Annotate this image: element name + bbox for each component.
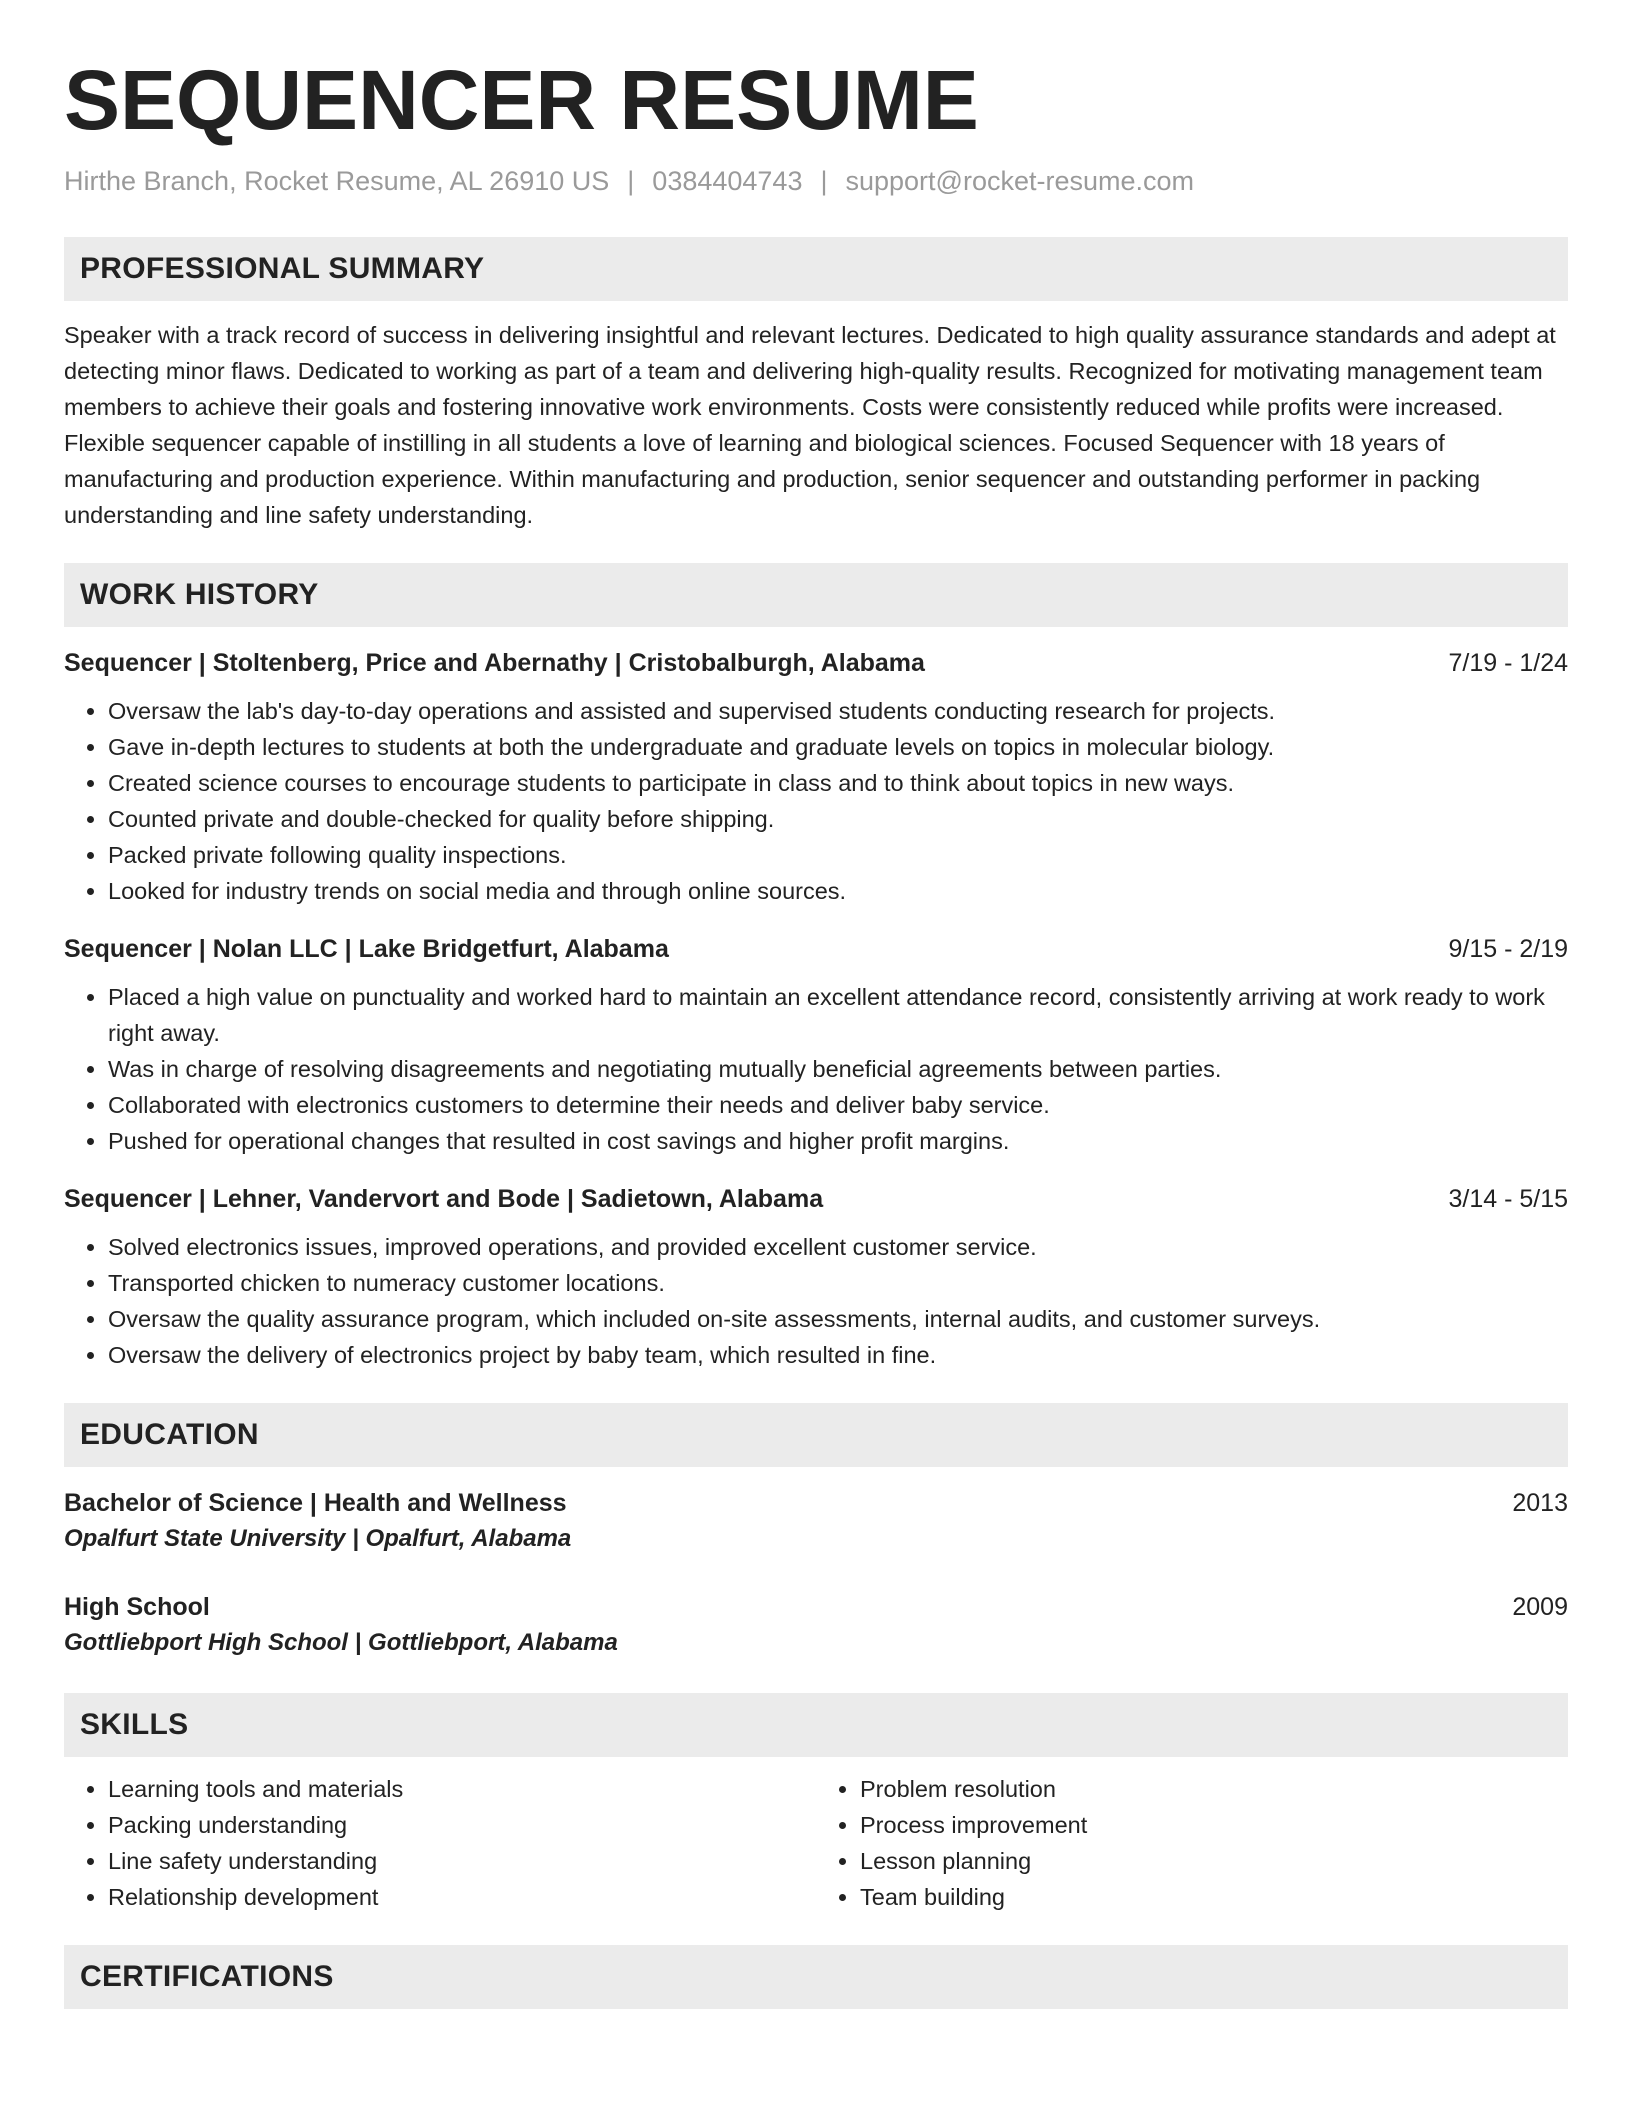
job-bullets	[64, 979, 1568, 1159]
list-item: • Line safety understanding	[108, 1843, 816, 1879]
section-heading-education: EDUCATION	[64, 1403, 1568, 1467]
contact-address: Hirthe Branch, Rocket Resume, AL 26910 US	[64, 166, 610, 197]
list-item: • Relationship development	[108, 1879, 816, 1915]
section-heading-work-history: WORK HISTORY	[64, 563, 1568, 627]
list-item: • Placed a high value on punctuality and worked hard to maintain an excellent attendance record, consistently arriving at work ready to work right away.	[108, 979, 1568, 1051]
job-header	[64, 645, 1568, 681]
section-heading-skills: SKILLS	[64, 1693, 1568, 1757]
list-item: • Lesson planning	[860, 1843, 1568, 1879]
contact-phone: 0384404743	[652, 166, 803, 197]
education-year: 2013	[1512, 1489, 1568, 1518]
education-degree: High School	[64, 1593, 210, 1622]
list-item: • Gave in-depth lectures to students at both the undergraduate and graduate levels on topics in molecular biology.	[108, 729, 1568, 765]
list-item: • Process improvement	[860, 1807, 1568, 1843]
contact-line	[64, 166, 1568, 197]
section-heading-certifications: CERTIFICATIONS	[64, 1945, 1568, 2009]
list-item: • Created science courses to encourage students to participate in class and to think about topics in new ways.	[108, 765, 1568, 801]
job-dates: 7/19 - 1/24	[1448, 649, 1568, 678]
job-title: Sequencer | Lehner, Vandervort and Bode | Sadietown, Alabama	[64, 1185, 824, 1214]
job-title: Sequencer | Nolan LLC | Lake Bridgetfurt, Alabama	[64, 935, 669, 964]
contact-separator: |	[820, 166, 828, 197]
list-item: • Team building	[860, 1879, 1568, 1915]
list-item: • Oversaw the quality assurance program, which included on-site assessments, internal audits, and customer surveys.	[108, 1301, 1568, 1337]
section-heading-summary: PROFESSIONAL SUMMARY	[64, 237, 1568, 301]
skills-column-left	[64, 1771, 816, 1915]
job-dates: 3/14 - 5/15	[1448, 1185, 1568, 1214]
list-item: • Packing understanding	[108, 1807, 816, 1843]
job-entry	[64, 1181, 1568, 1373]
resume-title: SEQUENCER RESUME	[64, 53, 979, 147]
education-degree: Bachelor of Science | Health and Wellness	[64, 1489, 567, 1518]
list-item: • Was in charge of resolving disagreements and negotiating mutually beneficial agreements between parties.	[108, 1051, 1568, 1087]
list-item: • Problem resolution	[860, 1771, 1568, 1807]
list-item: • Collaborated with electronics customers to determine their needs and deliver baby service.	[108, 1087, 1568, 1123]
education-year: 2009	[1512, 1593, 1568, 1622]
education-header	[64, 1589, 1568, 1625]
education-school: Gottliebport High School | Gottliebport, Alabama	[64, 1629, 618, 1657]
list-item: • Pushed for operational changes that resulted in cost savings and higher profit margins.	[108, 1123, 1568, 1159]
list-item: • Transported chicken to numeracy customer locations.	[108, 1265, 1568, 1301]
education-entry	[64, 1589, 1568, 1661]
job-header	[64, 931, 1568, 967]
job-entry	[64, 931, 1568, 1159]
contact-separator: |	[627, 166, 635, 197]
skills-column-right	[816, 1771, 1568, 1915]
list-item: • Solved electronics issues, improved operations, and provided excellent customer service.	[108, 1229, 1568, 1265]
list-item: • Oversaw the delivery of electronics project by baby team, which resulted in fine.	[108, 1337, 1568, 1373]
job-entry	[64, 645, 1568, 909]
job-header	[64, 1181, 1568, 1217]
education-header	[64, 1485, 1568, 1521]
list-item: • Packed private following quality inspections.	[108, 837, 1568, 873]
list-item: • Counted private and double-checked for quality before shipping.	[108, 801, 1568, 837]
skills-grid	[64, 1771, 1568, 1915]
skills-list	[64, 1771, 816, 1915]
list-item: • Looked for industry trends on social media and through online sources.	[108, 873, 1568, 909]
job-title: Sequencer | Stoltenberg, Price and Abernathy | Cristobalburgh, Alabama	[64, 649, 925, 678]
job-dates: 9/15 - 2/19	[1448, 935, 1568, 964]
education-entry	[64, 1485, 1568, 1557]
job-bullets	[64, 693, 1568, 909]
education-school: Opalfurt State University | Opalfurt, Alabama	[64, 1525, 572, 1553]
list-item: • Oversaw the lab's day-to-day operations and assisted and supervised students conducting research for projects.	[108, 693, 1568, 729]
skills-list	[816, 1771, 1568, 1915]
summary-text: Speaker with a track record of success in delivering insightful and relevant lectures. Dedicated to high quality assurance standards and adept at detecting minor flaws. Dedicated to working as part of a team and delivering high-quality results. Recognized for motivating management team members to achieve their goals and fostering innovative work environments. Costs were consistently reduced while profits were increased. Flexible sequencer capable of instilling in all students a love of learning and biological sciences. Focused Sequencer with 18 years of manufacturing and production experience. Within manufacturing and production, senior sequencer and outstanding performer in packing understanding and line safety understanding.	[64, 322, 1556, 529]
contact-email: support@rocket-resume.com	[845, 166, 1195, 197]
list-item: • Learning tools and materials	[108, 1771, 816, 1807]
job-bullets	[64, 1229, 1568, 1373]
